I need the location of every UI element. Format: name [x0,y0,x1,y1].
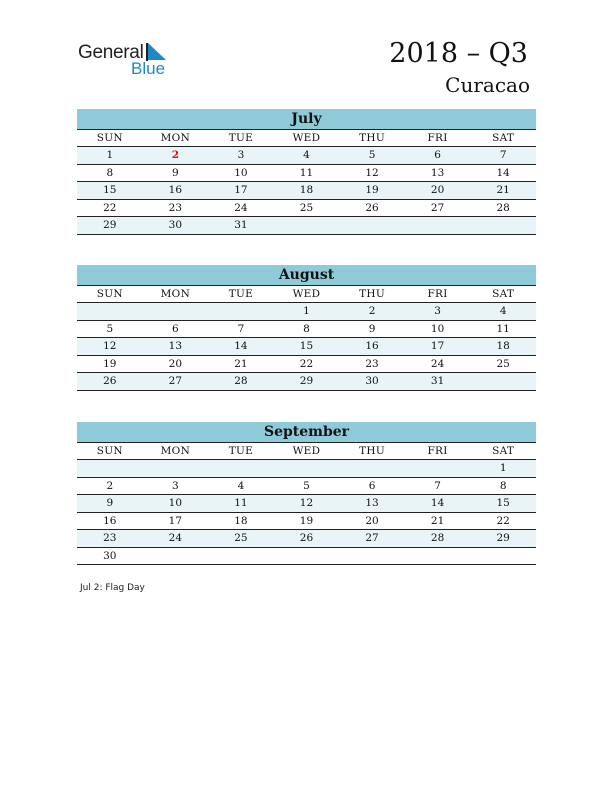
holiday-note: Jul 2: Flag Day [80,583,145,593]
day-cell [274,460,340,478]
day-cell: 22 [77,199,143,217]
day-cell: 1 [470,460,536,478]
day-cell: 15 [274,338,340,356]
week-row [77,217,536,235]
day-cell: 23 [143,199,209,217]
day-cell: 21 [208,355,274,373]
day-cell: 13 [339,495,405,513]
week-row [77,547,536,565]
week-row [77,373,536,391]
day-cell: 28 [208,373,274,391]
weekday-label: WED [274,130,340,147]
day-cell: 2 [143,147,209,165]
day-cell: 3 [143,477,209,495]
week-row [77,303,536,321]
day-cell: 14 [208,338,274,356]
weekday-label: TUE [208,286,274,303]
month-block-july [77,109,536,235]
weekday-label: THU [339,130,405,147]
day-cell: 28 [470,199,536,217]
day-cell: 11 [208,495,274,513]
day-cell: 30 [143,217,209,235]
day-cell [274,217,340,235]
month-grid [77,286,536,391]
day-cell: 19 [339,182,405,200]
page-title: 2018 – Q3 [389,38,528,69]
day-cell: 26 [339,199,405,217]
day-cell [143,547,209,565]
day-cell: 15 [77,182,143,200]
weekday-header-row [77,286,536,303]
day-cell [208,303,274,321]
weekday-label: TUE [208,443,274,460]
week-row [77,199,536,217]
day-cell [339,217,405,235]
day-cell: 25 [274,199,340,217]
day-cell: 20 [405,182,471,200]
week-row [77,477,536,495]
day-cell: 3 [208,147,274,165]
day-cell: 14 [405,495,471,513]
week-row [77,512,536,530]
week-row [77,495,536,513]
day-cell: 17 [143,512,209,530]
day-cell: 18 [274,182,340,200]
weekday-label: TUE [208,130,274,147]
day-cell: 27 [405,199,471,217]
weekday-label: MON [143,443,209,460]
day-cell: 2 [77,477,143,495]
day-cell: 27 [339,530,405,548]
weekday-label: FRI [405,286,471,303]
day-cell: 7 [405,477,471,495]
month-block-september [77,422,536,565]
week-row [77,530,536,548]
week-row [77,338,536,356]
month-title: July [77,109,536,130]
day-cell: 10 [143,495,209,513]
day-cell [77,460,143,478]
day-cell: 12 [339,164,405,182]
weekday-label: THU [339,286,405,303]
weekday-label: MON [143,130,209,147]
week-row [77,460,536,478]
day-cell: 12 [274,495,340,513]
day-cell: 9 [339,320,405,338]
day-cell [405,460,471,478]
day-cell: 29 [77,217,143,235]
day-cell: 11 [274,164,340,182]
day-cell: 8 [274,320,340,338]
day-cell [143,303,209,321]
day-cell: 2 [339,303,405,321]
day-cell [208,547,274,565]
day-cell: 23 [339,355,405,373]
week-row [77,320,536,338]
day-cell: 16 [77,512,143,530]
day-cell: 21 [405,512,471,530]
weekday-header-row [77,443,536,460]
month-title: August [77,265,536,286]
day-cell: 13 [143,338,209,356]
day-cell: 4 [208,477,274,495]
day-cell: 29 [274,373,340,391]
day-cell [339,547,405,565]
day-cell: 30 [339,373,405,391]
day-cell: 30 [77,547,143,565]
day-cell: 18 [208,512,274,530]
day-cell: 6 [405,147,471,165]
day-cell: 8 [470,477,536,495]
day-cell: 22 [274,355,340,373]
day-cell: 24 [208,199,274,217]
day-cell: 20 [339,512,405,530]
day-cell [208,460,274,478]
day-cell: 10 [405,320,471,338]
day-cell: 9 [143,164,209,182]
week-row [77,182,536,200]
month-block-august [77,265,536,391]
weekday-label: SAT [470,443,536,460]
day-cell: 12 [77,338,143,356]
day-cell: 5 [339,147,405,165]
day-cell: 26 [77,373,143,391]
day-cell: 13 [405,164,471,182]
day-cell: 17 [405,338,471,356]
day-cell: 4 [470,303,536,321]
day-cell: 9 [77,495,143,513]
day-cell: 1 [77,147,143,165]
logo-text-general: General [78,42,144,63]
day-cell: 8 [77,164,143,182]
day-cell [405,217,471,235]
day-cell: 11 [470,320,536,338]
day-cell [77,303,143,321]
day-cell: 24 [143,530,209,548]
country-name: Curacao [445,73,530,97]
weekday-label: SAT [470,286,536,303]
day-cell: 19 [77,355,143,373]
day-cell: 14 [470,164,536,182]
week-row [77,147,536,165]
day-cell: 15 [470,495,536,513]
holiday-notes [80,583,145,593]
day-cell: 4 [274,147,340,165]
day-cell: 31 [208,217,274,235]
generalblue-logo [78,40,188,80]
day-cell [274,547,340,565]
day-cell: 25 [470,355,536,373]
month-grid [77,443,536,565]
weekday-label: SUN [77,130,143,147]
day-cell: 3 [405,303,471,321]
day-cell: 22 [470,512,536,530]
day-cell: 20 [143,355,209,373]
day-cell: 16 [339,338,405,356]
day-cell: 26 [274,530,340,548]
day-cell: 24 [405,355,471,373]
day-cell [470,373,536,391]
month-title: September [77,422,536,443]
day-cell: 6 [143,320,209,338]
day-cell [470,217,536,235]
week-row [77,164,536,182]
weekday-label: MON [143,286,209,303]
weekday-label: SAT [470,130,536,147]
week-row [77,355,536,373]
day-cell: 7 [470,147,536,165]
day-cell [405,547,471,565]
day-cell: 28 [405,530,471,548]
day-cell: 17 [208,182,274,200]
day-cell: 16 [143,182,209,200]
day-cell: 25 [208,530,274,548]
day-cell: 1 [274,303,340,321]
weekday-label: WED [274,443,340,460]
day-cell: 21 [470,182,536,200]
logo-text-blue: Blue [131,59,166,78]
day-cell [339,460,405,478]
day-cell: 6 [339,477,405,495]
day-cell: 18 [470,338,536,356]
day-cell [143,460,209,478]
day-cell: 5 [77,320,143,338]
month-grid [77,130,536,235]
weekday-label: THU [339,443,405,460]
weekday-label: FRI [405,443,471,460]
weekday-label: FRI [405,130,471,147]
weekday-header-row [77,130,536,147]
day-cell: 7 [208,320,274,338]
day-cell: 27 [143,373,209,391]
day-cell: 5 [274,477,340,495]
day-cell: 19 [274,512,340,530]
day-cell [470,547,536,565]
day-cell: 10 [208,164,274,182]
day-cell: 23 [77,530,143,548]
day-cell: 31 [405,373,471,391]
weekday-label: SUN [77,443,143,460]
weekday-label: WED [274,286,340,303]
weekday-label: SUN [77,286,143,303]
day-cell: 29 [470,530,536,548]
